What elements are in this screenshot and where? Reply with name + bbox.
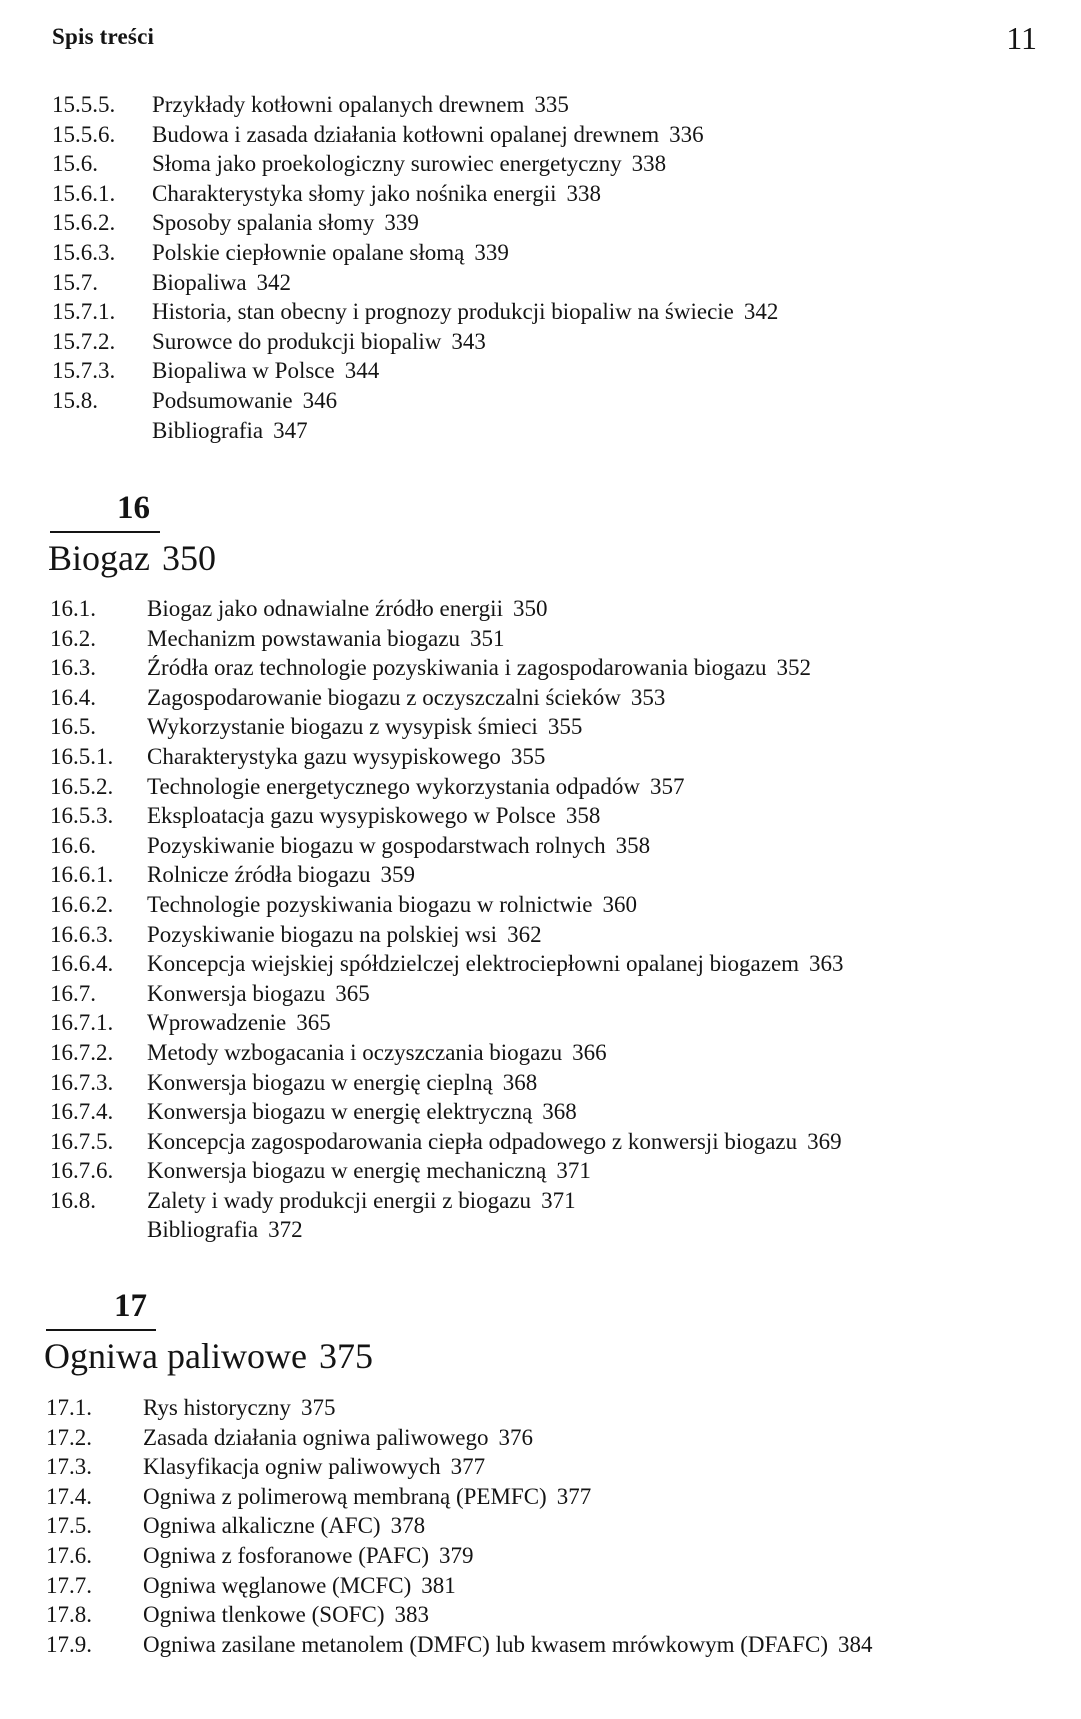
- toc-entry-title: Charakterystyka słomy jako nośnika energii: [152, 180, 557, 206]
- toc-entry-number: 15.7.2.: [52, 328, 116, 354]
- toc-entry-title-group: [152, 327, 486, 357]
- toc-entry-title-group: [152, 268, 291, 298]
- toc-entry-number: 17.2.: [46, 1424, 92, 1450]
- toc-entry-title-group: [147, 772, 684, 802]
- toc-entry-title-group: [147, 831, 650, 861]
- toc-entry-number: 16.4.: [50, 684, 96, 710]
- toc-entry-number: 15.7.1.: [52, 299, 116, 325]
- toc-entry-page: 371: [541, 1187, 576, 1213]
- toc-entry-title-group: [152, 416, 308, 446]
- toc-entry-title: Koncepcja wiejskiej spółdzielczej elektrociepłowni opalanej biogazem: [147, 951, 800, 977]
- toc-entry-title-group: [152, 90, 569, 120]
- toc-entry-title: Ogniwa alkaliczne (AFC): [143, 1513, 381, 1539]
- toc-entry-number: 16.7.1.: [50, 1010, 114, 1036]
- toc-entry-number: 15.8.: [52, 387, 98, 413]
- toc-entry-title: Technologie energetycznego wykorzystania odpadów: [147, 773, 640, 799]
- toc-entry-page: 362: [507, 921, 542, 947]
- toc-entry-page: 344: [344, 358, 380, 384]
- toc-entry-page: 338: [566, 180, 602, 206]
- toc-entry-title: Koncepcja zagospodarowania ciepła odpadowego z konwersji biogazu: [147, 1128, 798, 1154]
- chapter-title-text: Ogniwa paliwowe: [44, 1336, 307, 1376]
- toc-entry-title-group: [147, 712, 582, 742]
- toc-entry-page: 338: [631, 151, 667, 177]
- toc-entry-title: Technologie pozyskiwania biogazu w rolnictwie: [147, 891, 593, 917]
- toc-entry-number: 16.5.2.: [50, 773, 114, 799]
- toc-entry-title-group: [147, 1215, 303, 1245]
- toc-entry-page: 365: [335, 980, 370, 1006]
- toc-entry-number: 17.7.: [46, 1572, 92, 1598]
- toc-entry-title-group: [152, 356, 379, 386]
- toc-entry-title: Rys historyczny: [143, 1395, 291, 1420]
- toc-entry-number: 16.8.: [50, 1187, 96, 1213]
- toc-entry-page: 378: [390, 1513, 426, 1539]
- toc-entry-page: 359: [380, 862, 416, 888]
- toc-entry-title: Podsumowanie: [152, 387, 293, 413]
- toc-entry-page: 335: [534, 92, 569, 117]
- toc-entry-page: 384: [838, 1631, 873, 1657]
- toc-entry-page: 371: [556, 1158, 591, 1184]
- toc-entry-title-group: [152, 179, 601, 209]
- toc-entry-number: 15.6.3.: [52, 239, 116, 265]
- chapter-title: [44, 1335, 373, 1377]
- toc-entry-title-group: [152, 297, 778, 327]
- toc-entry-page: 377: [556, 1483, 592, 1509]
- toc-entry-number: 17.6.: [46, 1542, 92, 1568]
- toc-entry-page: 365: [296, 1010, 331, 1036]
- toc-entry-title: Mechanizm powstawania biogazu: [147, 625, 460, 651]
- toc-entry-page: 342: [743, 299, 779, 325]
- toc-entry-title: Sposoby spalania słomy: [152, 210, 375, 236]
- toc-entry-title-group: [143, 1423, 533, 1453]
- toc-entry-title: Zalety i wady produkcji energii z biogazu: [147, 1187, 532, 1213]
- toc-entry-page: 372: [268, 1217, 303, 1243]
- toc-entry-title-group: [152, 238, 509, 268]
- toc-entry-page: 352: [776, 655, 811, 681]
- toc-entry-title: Ogniwa węglanowe (MCFC): [143, 1572, 412, 1598]
- toc-entry-number: 15.7.3.: [52, 358, 116, 384]
- toc-entry-title: Zasada działania ogniwa paliwowego: [143, 1424, 489, 1450]
- toc-entry-number: 15.5.5.: [52, 92, 116, 117]
- toc-entry-title-group: [147, 860, 415, 890]
- toc-entry-title: Historia, stan obecny i prognozy produkcji biopaliw na świecie: [152, 299, 734, 325]
- toc-entry-page: 360: [602, 891, 637, 917]
- toc-entry-title-group: [143, 1393, 335, 1423]
- toc-entry-number: 16.5.1.: [50, 743, 114, 769]
- toc-entry-title: Surowce do produkcji biopaliw: [152, 328, 442, 354]
- toc-entry-title: Budowa i zasada działania kotłowni opalanej drewnem: [152, 121, 660, 147]
- toc-entry-number: 16.6.2.: [50, 891, 114, 917]
- toc-entry-title-group: [143, 1511, 425, 1541]
- toc-entry-number: 17.4.: [46, 1483, 92, 1509]
- toc-entry-title: Metody wzbogacania i oczyszczania biogazu: [147, 1039, 563, 1065]
- toc-entry-page: 358: [565, 803, 601, 829]
- toc-entry-number: 16.1.: [50, 596, 96, 621]
- toc-entry-title: Ogniwa zasilane metanolem (DMFC) lub kwasem mrówkowym (DFAFC): [143, 1631, 829, 1657]
- toc-entry-title: Biopaliwa w Polsce: [152, 358, 335, 384]
- toc-entry-title: Polskie ciepłownie opalane słomą: [152, 239, 465, 265]
- toc-entry-title: Konwersja biogazu w energię elektryczną: [147, 1099, 533, 1125]
- toc-entry-title: Źródła oraz technologie pozyskiwania i zagospodarowania biogazu: [147, 655, 767, 681]
- toc-entry-page: 343: [451, 328, 486, 354]
- toc-entry-number: 16.6.4.: [50, 951, 114, 977]
- toc-entry-number: 16.7.: [50, 980, 96, 1006]
- toc-entry-title: Eksploatacja gazu wysypiskowego w Polsce: [147, 803, 556, 829]
- toc-entry-title-group: [147, 1186, 576, 1216]
- toc-entry-title-group: [147, 1097, 577, 1127]
- toc-entry-number: 16.7.3.: [50, 1069, 114, 1095]
- toc-entry-title-group: [147, 1156, 591, 1186]
- toc-entry-title-group: [143, 1482, 591, 1512]
- toc-entry-number: 16.7.6.: [50, 1158, 114, 1184]
- toc-entry-title: Konwersja biogazu w energię mechaniczną: [147, 1158, 547, 1184]
- toc-entry-number: 15.7.: [52, 269, 98, 295]
- toc-entry-title: Słoma jako proekologiczny surowiec energetyczny: [152, 151, 622, 177]
- toc-entry-page: 358: [615, 832, 651, 858]
- toc-entry-number: 16.5.: [50, 714, 96, 740]
- toc-entry-page: 383: [394, 1602, 429, 1628]
- page-number: 11: [1006, 20, 1037, 56]
- toc-entry-title-group: [147, 1038, 607, 1068]
- toc-entry-title-group: [147, 979, 370, 1009]
- toc-entry-page: 339: [474, 239, 509, 265]
- toc-entry-page: 363: [809, 951, 844, 977]
- toc-entry-number: 15.5.6.: [52, 121, 116, 147]
- toc-entry-title-group: [143, 1452, 485, 1482]
- toc-entry-title-group: [143, 1630, 873, 1660]
- chapter-number: 16: [117, 490, 150, 526]
- toc-entry-title-group: [147, 653, 811, 683]
- toc-entry-title: Ogniwa z polimerową membraną (PEMFC): [143, 1483, 547, 1509]
- toc-entry-title-group: [147, 594, 547, 624]
- chapter-page-number: 350: [161, 538, 216, 578]
- toc-entry-title: Pozyskiwanie biogazu na polskiej wsi: [147, 921, 498, 947]
- toc-entry-page: 342: [256, 269, 292, 295]
- toc-entry-number: 16.3.: [50, 655, 96, 681]
- toc-entry-title: Biogaz jako odnawialne źródło energii: [147, 596, 503, 621]
- toc-entry-title: Ogniwa z fosforanowe (PAFC): [143, 1542, 429, 1568]
- toc-entry-title: Przykłady kotłowni opalanych drewnem: [152, 92, 525, 117]
- toc-entry-title-group: [152, 149, 666, 179]
- toc-entry-number: 16.5.3.: [50, 803, 114, 829]
- toc-entry-number: 16.7.4.: [50, 1099, 114, 1125]
- chapter-title-text: Biogaz: [48, 538, 150, 578]
- toc-entry-page: 368: [502, 1069, 538, 1095]
- toc-entry-page: 377: [450, 1454, 486, 1480]
- toc-entry-number: 16.7.2.: [50, 1039, 114, 1065]
- toc-entry-number: 16.6.3.: [50, 921, 114, 947]
- toc-entry-title: Zagospodarowanie biogazu z oczyszczalni ścieków: [147, 684, 621, 710]
- toc-entry-title-group: [152, 120, 704, 150]
- toc-entry-title-group: [147, 624, 504, 654]
- toc-entry-number: 17.8.: [46, 1602, 92, 1628]
- chapter-rule: [50, 531, 160, 533]
- toc-entry-number: 17.3.: [46, 1454, 92, 1480]
- toc-entry-page: 355: [510, 743, 546, 769]
- toc-entry-page: 347: [273, 417, 308, 443]
- toc-entry-title-group: [147, 1008, 331, 1038]
- toc-entry-title-group: [147, 801, 600, 831]
- chapter-page-number: 375: [318, 1336, 373, 1376]
- toc-entry-title: Wykorzystanie biogazu z wysypisk śmieci: [147, 714, 538, 740]
- toc-entry-title: Bibliografia: [152, 417, 264, 443]
- toc-entry-title: Biopaliwa: [152, 269, 247, 295]
- toc-entry-number: 16.6.1.: [50, 862, 114, 888]
- toc-entry-title-group: [147, 890, 637, 920]
- running-head: Spis treści: [52, 24, 155, 49]
- toc-entry-page: 368: [542, 1099, 577, 1125]
- toc-entry-page: 357: [649, 773, 685, 799]
- toc-entry-title-group: [147, 920, 542, 950]
- toc-entry-page: 376: [498, 1424, 534, 1450]
- toc-entry-title-group: [152, 386, 337, 416]
- toc-entry-page: 351: [469, 625, 505, 651]
- toc-entry-title: Rolnicze źródła biogazu: [147, 862, 371, 888]
- toc-entry-title-group: [147, 683, 665, 713]
- toc-entry-title-group: [147, 949, 844, 979]
- toc-entry-number: 16.7.5.: [50, 1128, 114, 1154]
- toc-entry-number: 17.9.: [46, 1631, 92, 1657]
- toc-entry-page: 369: [807, 1128, 842, 1154]
- toc-entry-title: Konwersja biogazu: [147, 980, 326, 1006]
- toc-entry-title: Bibliografia: [147, 1217, 259, 1243]
- toc-entry-page: 336: [669, 121, 704, 147]
- toc-entry-number: 15.6.2.: [52, 210, 116, 236]
- toc-entry-number: 17.1.: [46, 1395, 92, 1420]
- toc-entry-number: 16.2.: [50, 625, 96, 651]
- toc-entry-title: Wprowadzenie: [147, 1010, 287, 1036]
- toc-entry-number: 17.5.: [46, 1513, 92, 1539]
- toc-entry-page: 353: [630, 684, 666, 710]
- toc-entry-title-group: [147, 1127, 842, 1157]
- toc-entry-page: 366: [572, 1039, 607, 1065]
- chapter-title: [48, 537, 216, 579]
- toc-entry-title: Charakterystyka gazu wysypiskowego: [147, 743, 501, 769]
- toc-entry-page: 346: [302, 387, 338, 413]
- toc-entry-page: 355: [547, 714, 583, 740]
- toc-entry-title-group: [143, 1571, 456, 1601]
- toc-entry-title-group: [147, 742, 545, 772]
- chapter-number: 17: [114, 1288, 147, 1324]
- toc-entry-number: 16.6.: [50, 832, 96, 858]
- toc-entry-page: 379: [438, 1542, 474, 1568]
- toc-entry-page: 381: [421, 1572, 456, 1598]
- toc-entry-title: Ogniwa tlenkowe (SOFC): [143, 1602, 385, 1628]
- toc-entry-title-group: [143, 1541, 473, 1571]
- toc-entry-title: Konwersja biogazu w energię cieplną: [147, 1069, 493, 1095]
- toc-entry-title-group: [147, 1068, 537, 1098]
- toc-entry-page: 339: [384, 210, 419, 236]
- toc-entry-title: Klasyfikacja ogniw paliwowych: [143, 1454, 441, 1480]
- toc-entry-number: 15.6.1.: [52, 180, 116, 206]
- toc-entry-number: 15.6.: [52, 151, 98, 177]
- toc-entry-page: 375: [300, 1395, 336, 1420]
- chapter-rule: [46, 1329, 156, 1331]
- toc-entry-title: Pozyskiwanie biogazu w gospodarstwach rolnych: [147, 832, 606, 858]
- toc-entry-title-group: [143, 1600, 429, 1630]
- toc-entry-title-group: [152, 208, 419, 238]
- toc-entry-page: 350: [512, 596, 548, 621]
